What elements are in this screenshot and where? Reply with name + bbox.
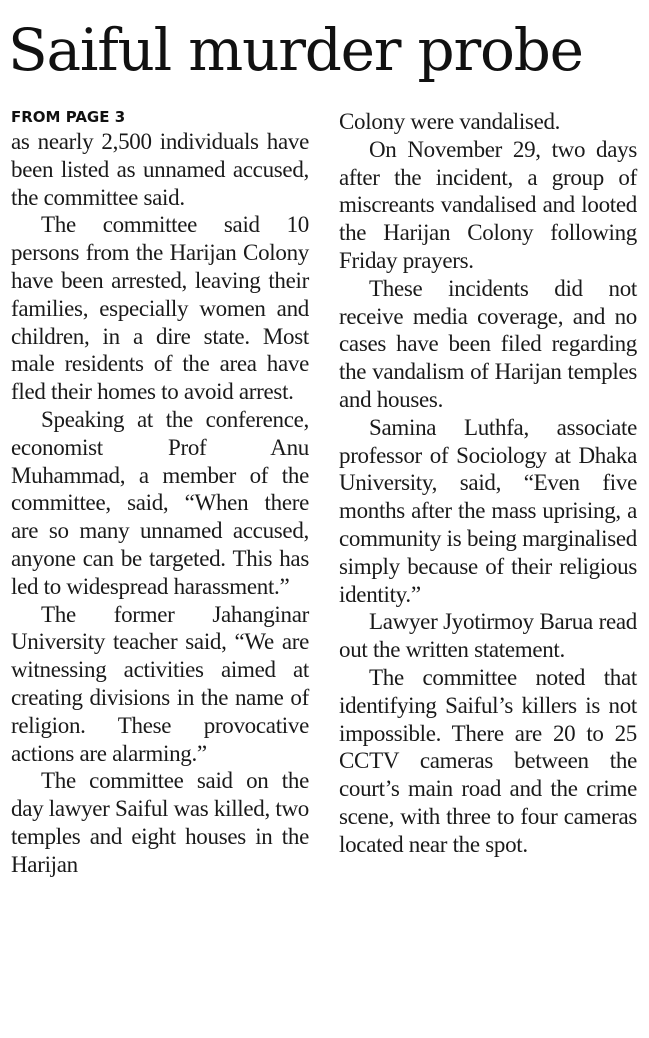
article-paragraph: The former Jahanginar University teacher said, “We are witnessing activities aimed at creating divisions in the name of religion. These provocative actions are alarming.” (11, 601, 309, 766)
article-paragraph: Colony were vandalised. (339, 109, 561, 134)
article-paragraph: as nearly 2,500 individuals have been listed as unnamed accused, the committee said. (11, 129, 309, 210)
article-paragraph: The committee noted that identifying Saiful’s killers is not impossible. There are 20 to 25 CCTV cameras between the court’s main road and the crime scene, with three to four cameras located near the spot. (339, 664, 637, 857)
article-column-right (339, 108, 637, 859)
article-paragraph: These incidents did not receive media coverage, and no cases have been filed regarding the vandalism of Harijan temples and houses. (339, 275, 637, 412)
article-column-left (11, 108, 309, 879)
article-paragraph: The committee said on the day lawyer Saiful was killed, two temples and eight houses in the Harijan (11, 768, 309, 877)
article-paragraph: Samina Luthfa, associate professor of Sociology at Dhaka University, said, “Even five months after the mass uprising, a community is being marginalised simply because of their religious identity.” (339, 414, 637, 607)
headline: Saiful murder probe (8, 16, 583, 84)
article-paragraph: The committee said 10 persons from the Harijan Colony have been arrested, leaving their families, especially women and children, in a dire state. Most male residents of the area have fled their homes to avoid arrest. (11, 212, 309, 405)
article-paragraph: On November 29, two days after the incident, a group of miscreants vandalised and looted the Harijan Colony following Friday prayers. (339, 136, 637, 273)
article-paragraph: Speaking at the conference, economist Prof Anu Muhammad, a member of the committee, said, “When there are so many unnamed accused, anyone can be targeted. This has led to widespread harassment.” (11, 406, 309, 599)
article-paragraph: Lawyer Jyotirmoy Barua read out the written statement. (339, 609, 637, 663)
continued-from-label: FROM PAGE 3 (11, 108, 126, 126)
